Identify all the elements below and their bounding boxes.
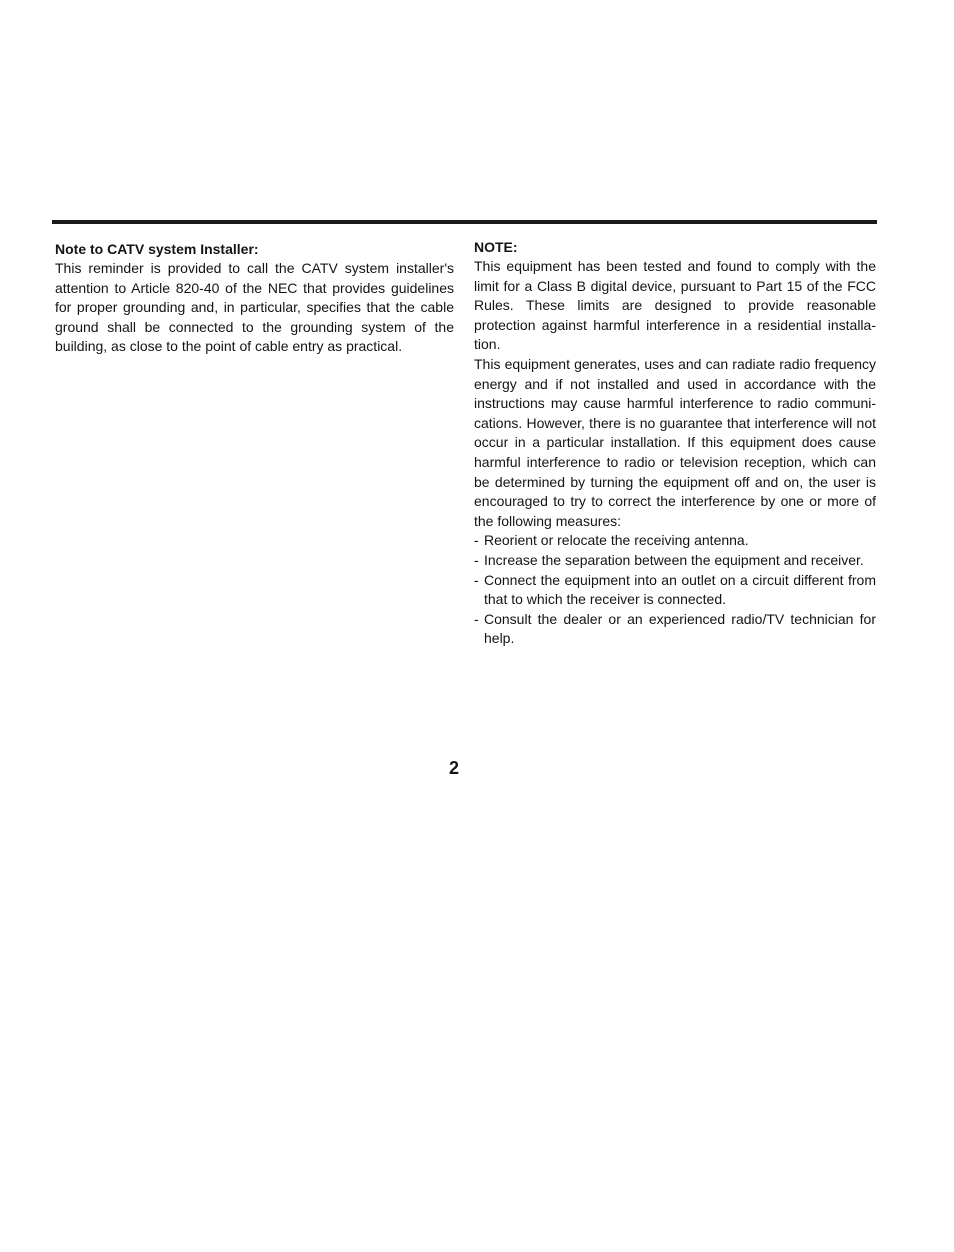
fcc-compliance-paragraph: This equipment has been tested and found to comply with the limit for a Class B digital device, pursuant to Part 15 of the FCC Rules. These limits are designed to provide reasonable protection against harmful interference in a residential installa-tion.: [474, 258, 876, 353]
catv-note-body: This reminder is provided to call the CATV system installer's attention to Article 820-40 of the NEC that provides guidelines for proper grounding and, in particular, specifies that the cable ground shall be connected to the grounding system of the building, as close to the point of cable entry as practical.: [55, 260, 454, 355]
catv-note-heading: Note to CATV system Installer:: [55, 241, 259, 257]
measure-item: [474, 571, 876, 610]
measures-list: [474, 531, 876, 649]
dash-bullet: -: [474, 571, 479, 588]
dash-bullet: -: [474, 610, 479, 627]
dash-bullet: -: [474, 551, 479, 568]
fcc-note: [474, 237, 876, 649]
measure-item: [474, 551, 876, 571]
measure-text: Increase the separation between the equipment and receiver.: [484, 551, 864, 568]
catv-installer-note: [55, 239, 454, 357]
measure-item: [474, 531, 876, 551]
fcc-note-heading: NOTE:: [474, 239, 518, 255]
top-rule: [52, 220, 877, 224]
measure-item: [474, 610, 876, 649]
measure-text: Connect the equipment into an outlet on a circuit different from that to which the receiver is connected.: [484, 571, 876, 608]
fcc-interference-paragraph: This equipment generates, uses and can radiate radio frequency energy and if not installed and used in accordance with the instructions may cause harmful interference to radio communi-cations. However, there is no guarantee that interference will not occur in a particular installation. If this equipment does cause harmful interference to radio or television reception, which can be determined by turning the equipment off and on, the user is encouraged to try to correct the interference by one or more of the following measures:: [474, 355, 876, 529]
measure-text: Consult the dealer or an experienced radio/TV technician for help.: [484, 610, 876, 647]
page-number: 2: [448, 758, 459, 778]
dash-bullet: -: [474, 532, 479, 549]
measure-text: Reorient or relocate the receiving antenna.: [484, 532, 749, 549]
